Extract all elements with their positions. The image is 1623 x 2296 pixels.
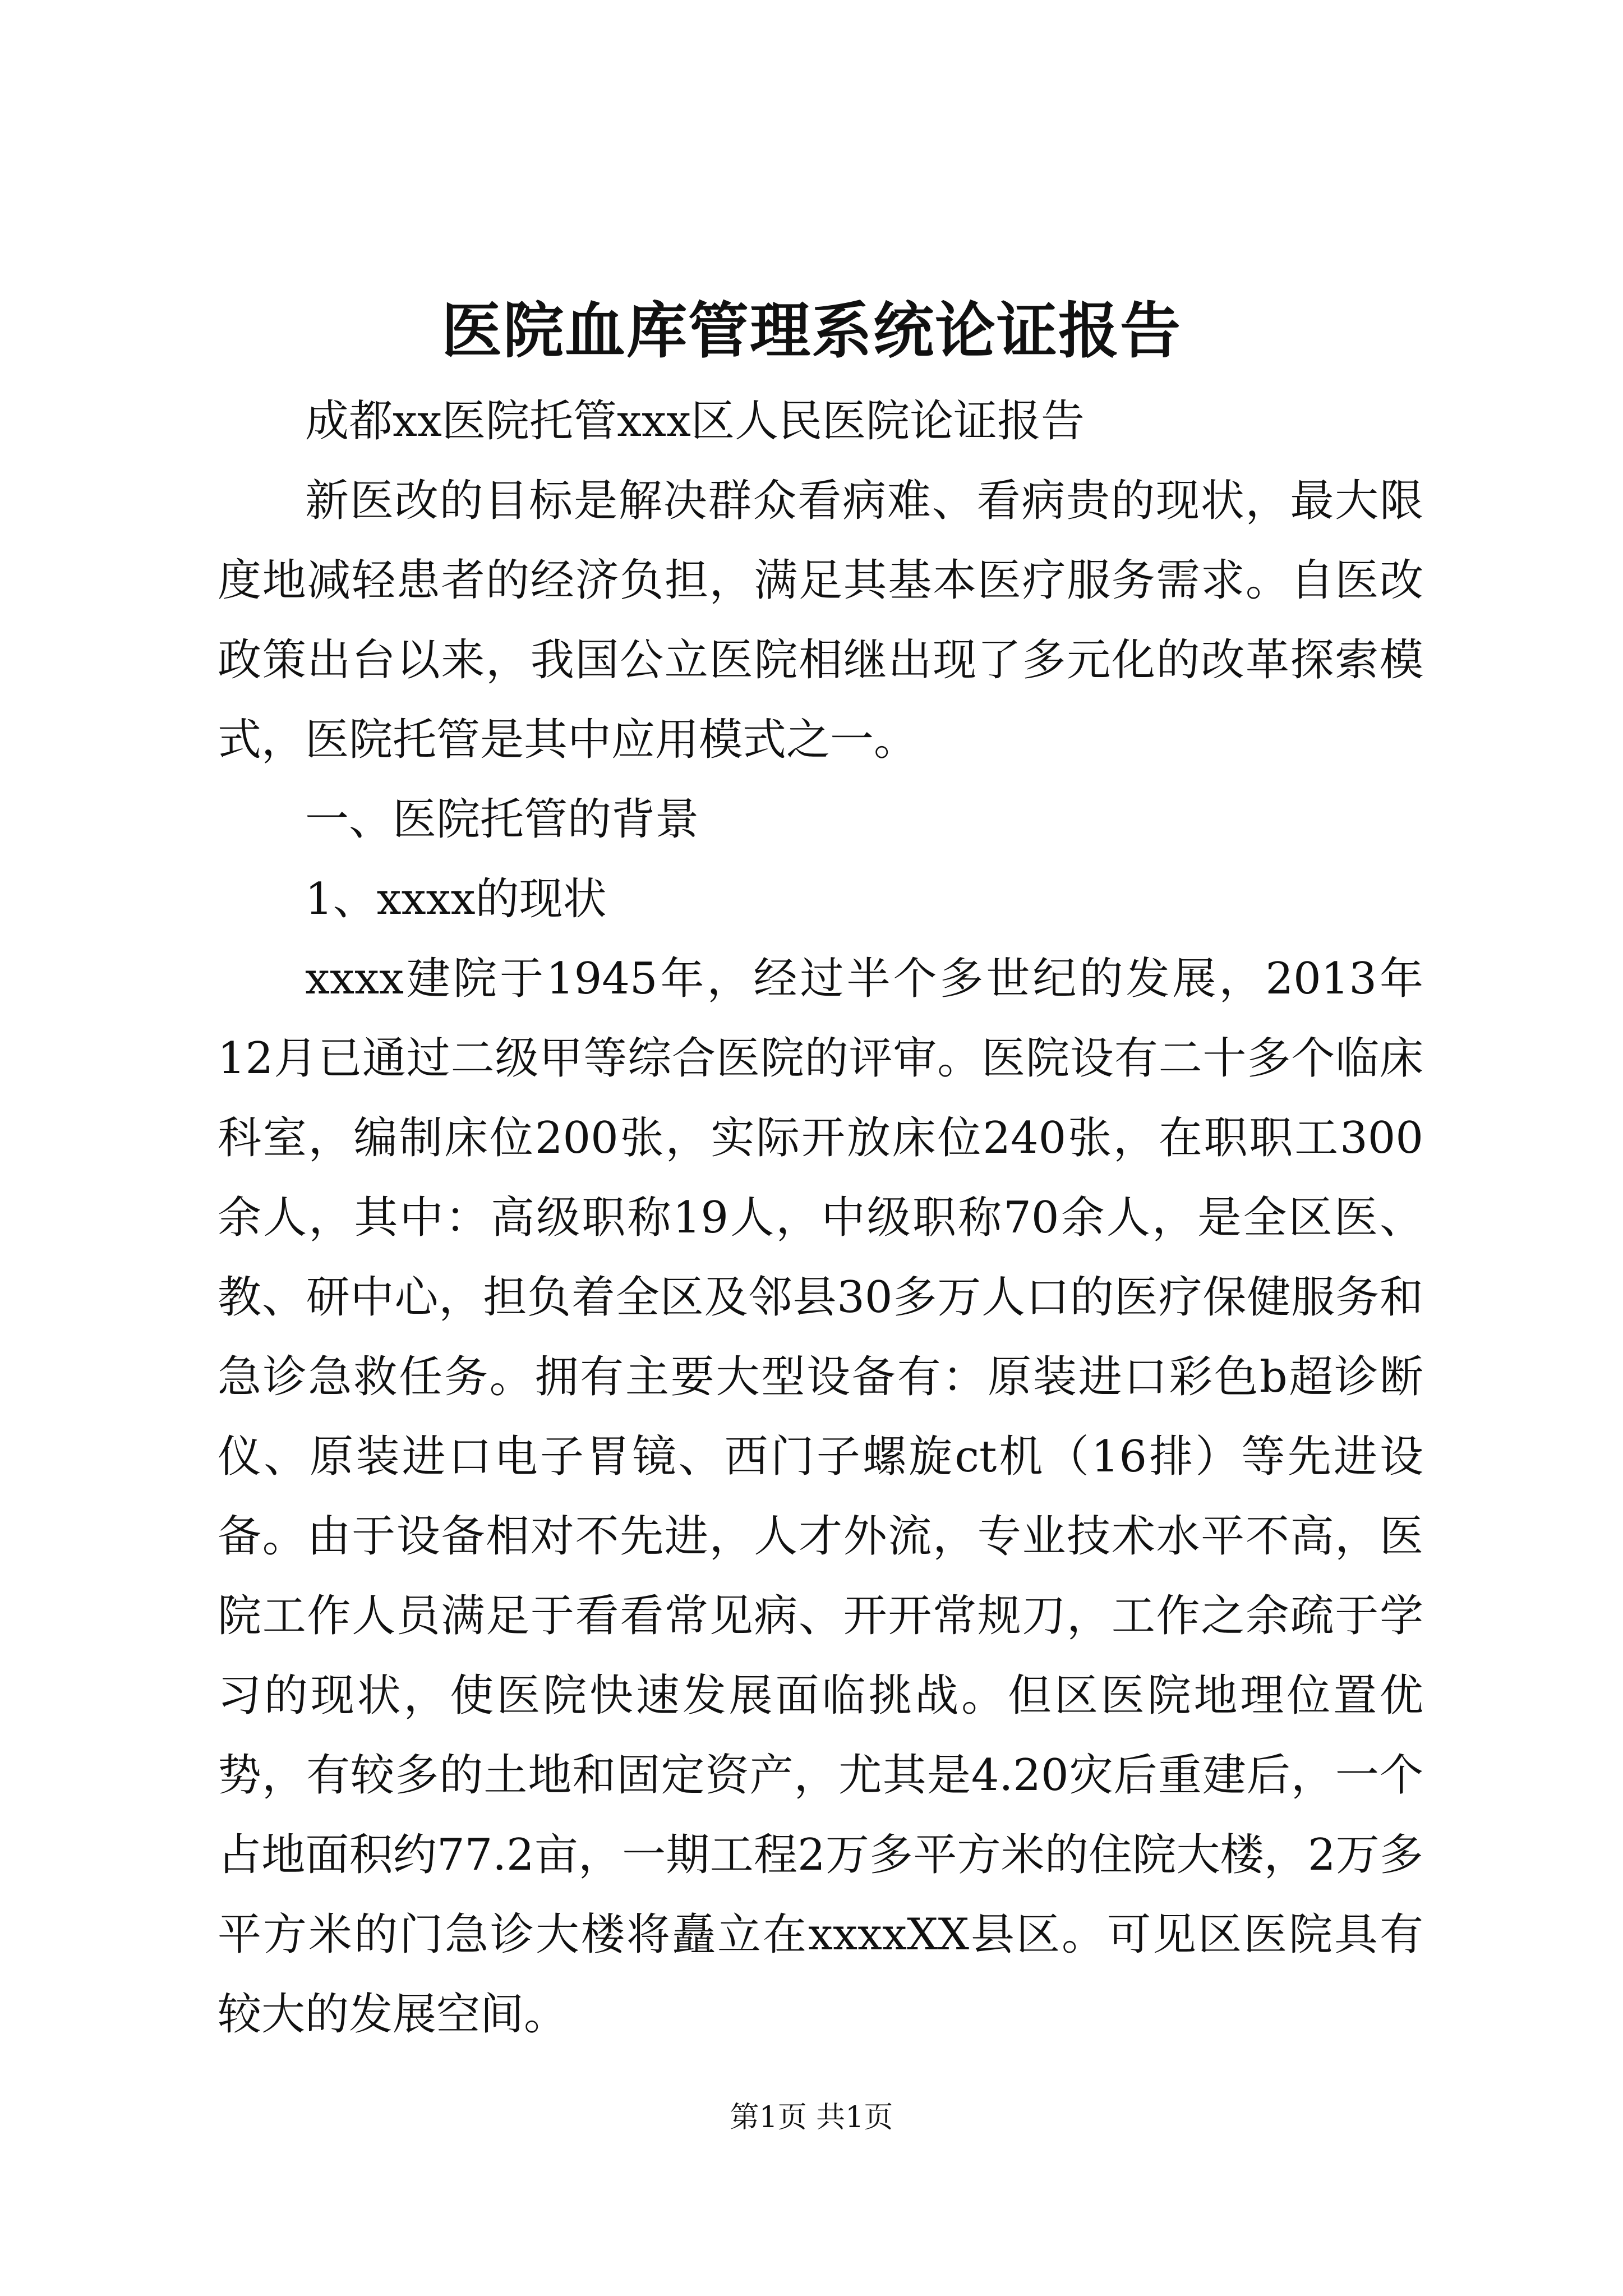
document-title: 医院血库管理系统论证报告 <box>441 296 1182 366</box>
section-heading: 一、医院托管的背景 <box>305 794 699 845</box>
paragraph-intro: 新医改的目标是解决群众看病难、看病贵的现状，最大限度地减轻患者的经济负担，满足其基本医疗服务需求。自医改政策出台以来，我国公立医院相继出现了多元化的改革探索模式，医院托管是其中应用模式之一。 <box>218 476 1423 765</box>
document-body <box>218 381 1423 2054</box>
paragraph-status: xxxx建院于1945年，经过半个多世纪的发展，2013年12月已通过二级甲等综合医院的评审。医院设有二十多个临床科室，编制床位200张，实际开放床位240张，在职职工300余人，其中：高级职称19人，中级职称70余人，是全区医、教、研中心，担负着全区及邻县30多万人口的医疗保健服务和急诊急救任务。拥有主要大型设备有：原装进口彩色b超诊断仪、原装进口电子胃镜、西门子螺旋ct机（16排）等先进设备。由于设备相对不先进，人才外流，专业技术水平不高，医院工作人员满足于看看常见病、开开常规刀，工作之余疏于学习的现状，使医院快速发展面临挑战。但区医院地理位置优势，有较多的土地和固定资产，尤其是4.20灾后重建后，一个占地面积约77.2亩，一期工程2万多平方米的住院大楼，2万多平方米的门急诊大楼将矗立在xxxxXX县区。可见区医院具有较大的发展空间。 <box>218 954 1423 2040</box>
page-footer: 第1页 共1页 <box>730 2101 893 2134</box>
subsection-heading: 1、xxxx的现状 <box>305 874 607 924</box>
paragraph-subtitle: 成都xx医院托管xxx区人民医院论证报告 <box>305 396 1085 447</box>
